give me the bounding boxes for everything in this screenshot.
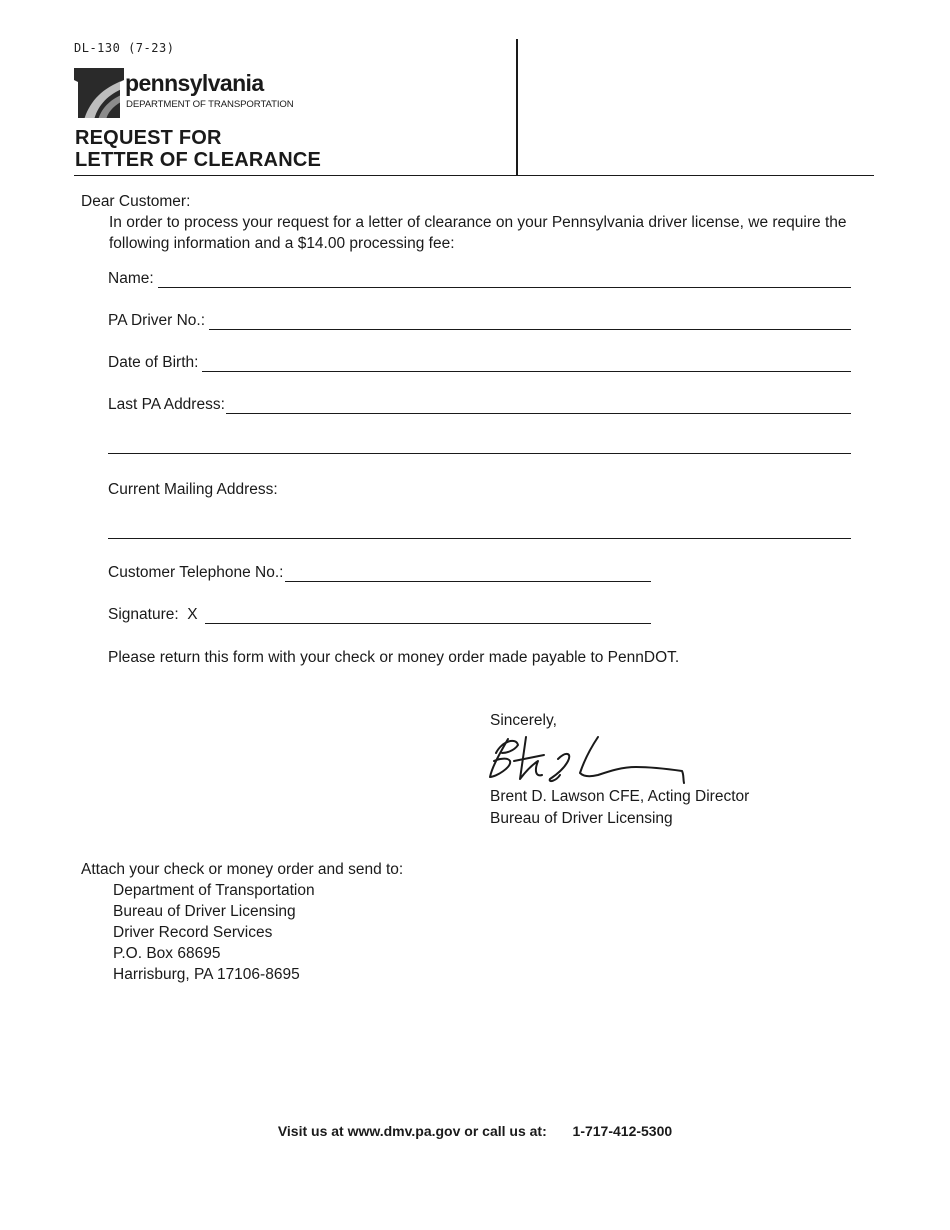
- signature-input-line[interactable]: [205, 609, 651, 624]
- date-of-birth-label: Date of Birth:: [108, 354, 199, 371]
- name-input-line[interactable]: [158, 273, 851, 288]
- mailing-address-label: Current Mailing Address:: [108, 481, 278, 498]
- signer-bureau: Bureau of Driver Licensing: [490, 810, 673, 827]
- address-line: Department of Transportation: [113, 882, 315, 899]
- footer-visit-text: Visit us at www.dmv.pa.gov or call us at:: [277, 1123, 547, 1139]
- intro-body: In order to process your request for a letter of clearance on your Pennsylvania driver license, we require the following information and a $14.00 processing fee:: [109, 214, 847, 252]
- footer-contact: [0, 1123, 950, 1139]
- page-title: [75, 127, 321, 171]
- return-instruction: Please return this form with your check or money order made payable to PennDOT.: [108, 649, 680, 666]
- mailing-instruction: Attach your check or money order and send to:: [81, 861, 404, 878]
- title-line-2: LETTER OF CLEARANCE: [75, 149, 322, 171]
- signer-name: Brent D. Lawson CFE, Acting Director: [490, 788, 750, 805]
- mailing-address-input-line[interactable]: [108, 538, 851, 539]
- last-address-label: Last PA Address:: [108, 396, 225, 413]
- telephone-input-line[interactable]: [285, 567, 651, 582]
- name-label: Name:: [108, 270, 154, 287]
- driver-number-label: PA Driver No.:: [108, 312, 206, 329]
- title-line-1: REQUEST FOR: [75, 127, 222, 149]
- driver-number-input-line[interactable]: [209, 315, 851, 330]
- signature-image: [486, 731, 691, 785]
- address-line: Driver Record Services: [113, 924, 273, 941]
- last-address-field[interactable]: [108, 396, 851, 414]
- date-of-birth-field[interactable]: [108, 354, 851, 372]
- mailing-address-block: [113, 880, 315, 985]
- signature-label: Signature: X: [108, 606, 198, 623]
- intro-text: [81, 191, 871, 254]
- header-divider-horizontal: [74, 175, 874, 176]
- driver-number-field[interactable]: [108, 312, 851, 330]
- header-divider-vertical: [516, 39, 518, 175]
- signature-field[interactable]: [108, 606, 651, 624]
- closing-sincerely: Sincerely,: [490, 712, 557, 729]
- address-line: Bureau of Driver Licensing: [113, 903, 296, 920]
- last-address-input-line-2[interactable]: [108, 453, 851, 454]
- last-address-input-line[interactable]: [226, 399, 851, 414]
- salutation: Dear Customer:: [81, 193, 191, 210]
- address-line: P.O. Box 68695: [113, 945, 221, 962]
- address-line: Harrisburg, PA 17106-8695: [113, 966, 300, 983]
- date-of-birth-input-line[interactable]: [202, 357, 851, 372]
- name-field[interactable]: [108, 270, 851, 288]
- footer-phone: 1-717-412-5300: [572, 1123, 673, 1139]
- form-code: DL-130 (7-23): [74, 41, 175, 55]
- telephone-label: Customer Telephone No.:: [108, 564, 284, 581]
- telephone-field[interactable]: [108, 564, 651, 582]
- logo-wordmark: pennsylvania: [125, 70, 264, 96]
- logo-department: DEPARTMENT OF TRANSPORTATION: [126, 99, 294, 110]
